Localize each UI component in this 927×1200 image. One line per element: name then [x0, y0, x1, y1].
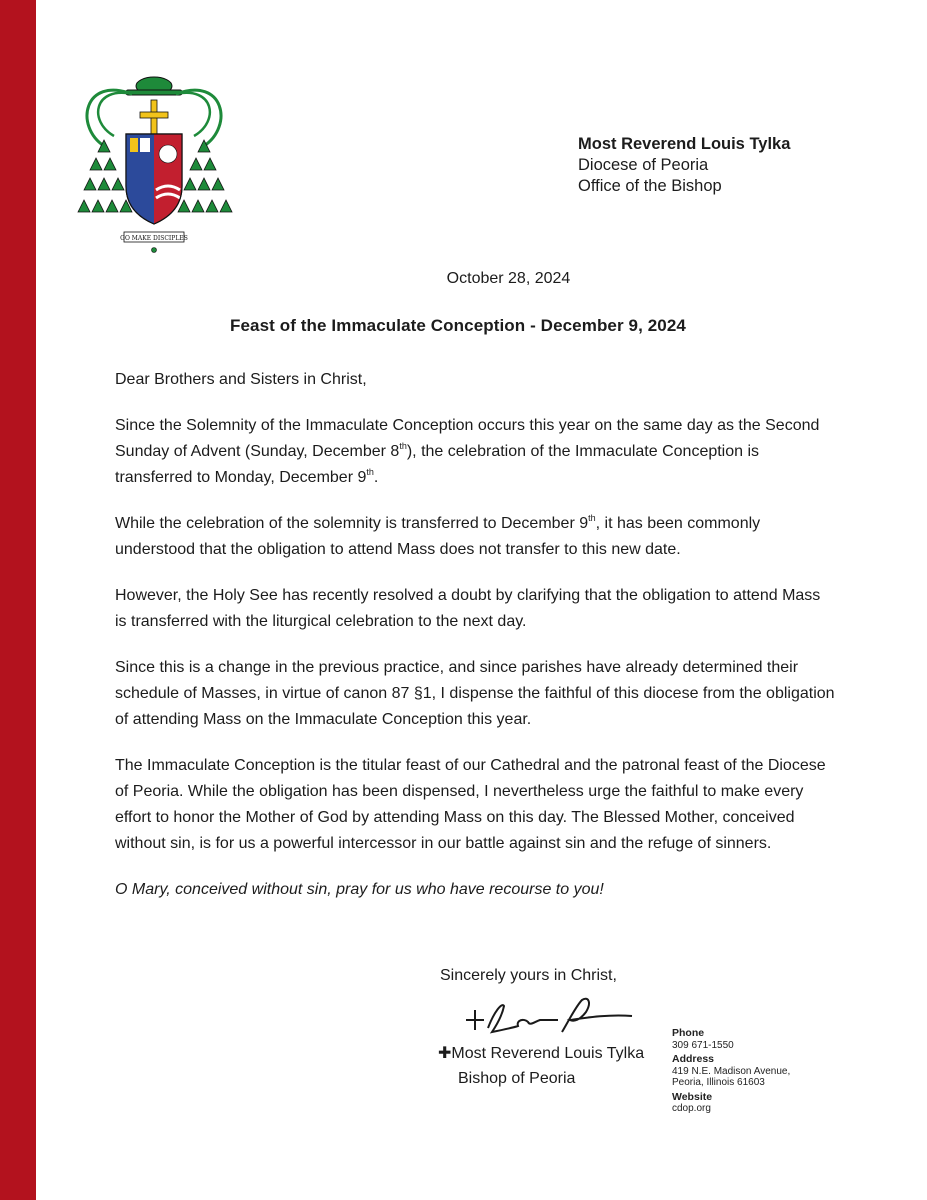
signer-name: ✚Most Reverend Louis Tylka — [438, 1045, 645, 1062]
letterhead-diocese: Diocese of Peoria — [578, 156, 709, 174]
side-accent-bar — [0, 0, 36, 1200]
crest-motto: GO MAKE DISCIPLES — [120, 235, 188, 242]
letterhead-name: Most Reverend Louis Tylka — [578, 135, 791, 153]
letter-body — [115, 367, 835, 923]
letter-date: October 28, 2024 — [446, 270, 571, 287]
signer-title: Bishop of Peoria — [458, 1070, 576, 1087]
phone-label: Phone — [672, 1027, 705, 1039]
letter-subject: Feast of the Immaculate Conception - December 9, 2024 — [230, 316, 686, 335]
address-line-2: Peoria, Illinois 61603 — [672, 1077, 765, 1088]
paragraph-1: Since the Solemnity of the Immaculate Conception occurs this year on the same day as the Second Sunday of Advent (Sunday, December 8th), the celebration of the Immaculate Conception is transferred to Monday, December 9th. — [115, 417, 820, 486]
closing-prayer: O Mary, conceived without sin, pray for us who have recourse to you! — [115, 881, 604, 898]
phone-value: 309 671-1550 — [672, 1039, 734, 1051]
address-label: Address — [672, 1053, 715, 1065]
signer-block — [438, 1041, 644, 1091]
letterhead-office: Office of the Bishop — [578, 177, 722, 195]
coat-of-arms — [74, 66, 234, 266]
paragraph-2: While the celebration of the solemnity is transferred to December 9th, it has been commonly understood that the obligation to attend Mass does not transfer to this new date. — [115, 513, 761, 558]
paragraph-4: Since this is a change in the previous practice, and since parishes have already determined their schedule of Masses, in virtue of canon 87 §1, I dispense the faithful of this diocese from the obligation of attending Mass on the Immaculate Conception this year. — [115, 659, 835, 728]
signoff: Sincerely yours in Christ, — [440, 967, 617, 984]
letterhead — [578, 134, 790, 197]
address-line-1: 419 N.E. Madison Avenue, — [672, 1065, 791, 1077]
salutation: Dear Brothers and Sisters in Christ, — [115, 371, 367, 388]
website-label: Website — [672, 1090, 713, 1103]
paragraph-3: However, the Holy See has recently resolved a doubt by clarifying that the obligation to attend Mass is transferred with the liturgical celebration to the next day. — [115, 587, 821, 630]
contact-block — [672, 1028, 790, 1115]
website-value[interactable]: cdop.org — [672, 1103, 711, 1114]
paragraph-5: The Immaculate Conception is the titular feast of our Cathedral and the patronal feast of the Diocese of Peoria. While the obligation has been dispensed, I nevertheless urge the faithful to make every effort to honor the Mother of God by attending Mass on this day. The Blessed Mother, conceived without sin, is for us a powerful intercessor in our battle against sin and the refuge of sinners. — [115, 757, 826, 852]
